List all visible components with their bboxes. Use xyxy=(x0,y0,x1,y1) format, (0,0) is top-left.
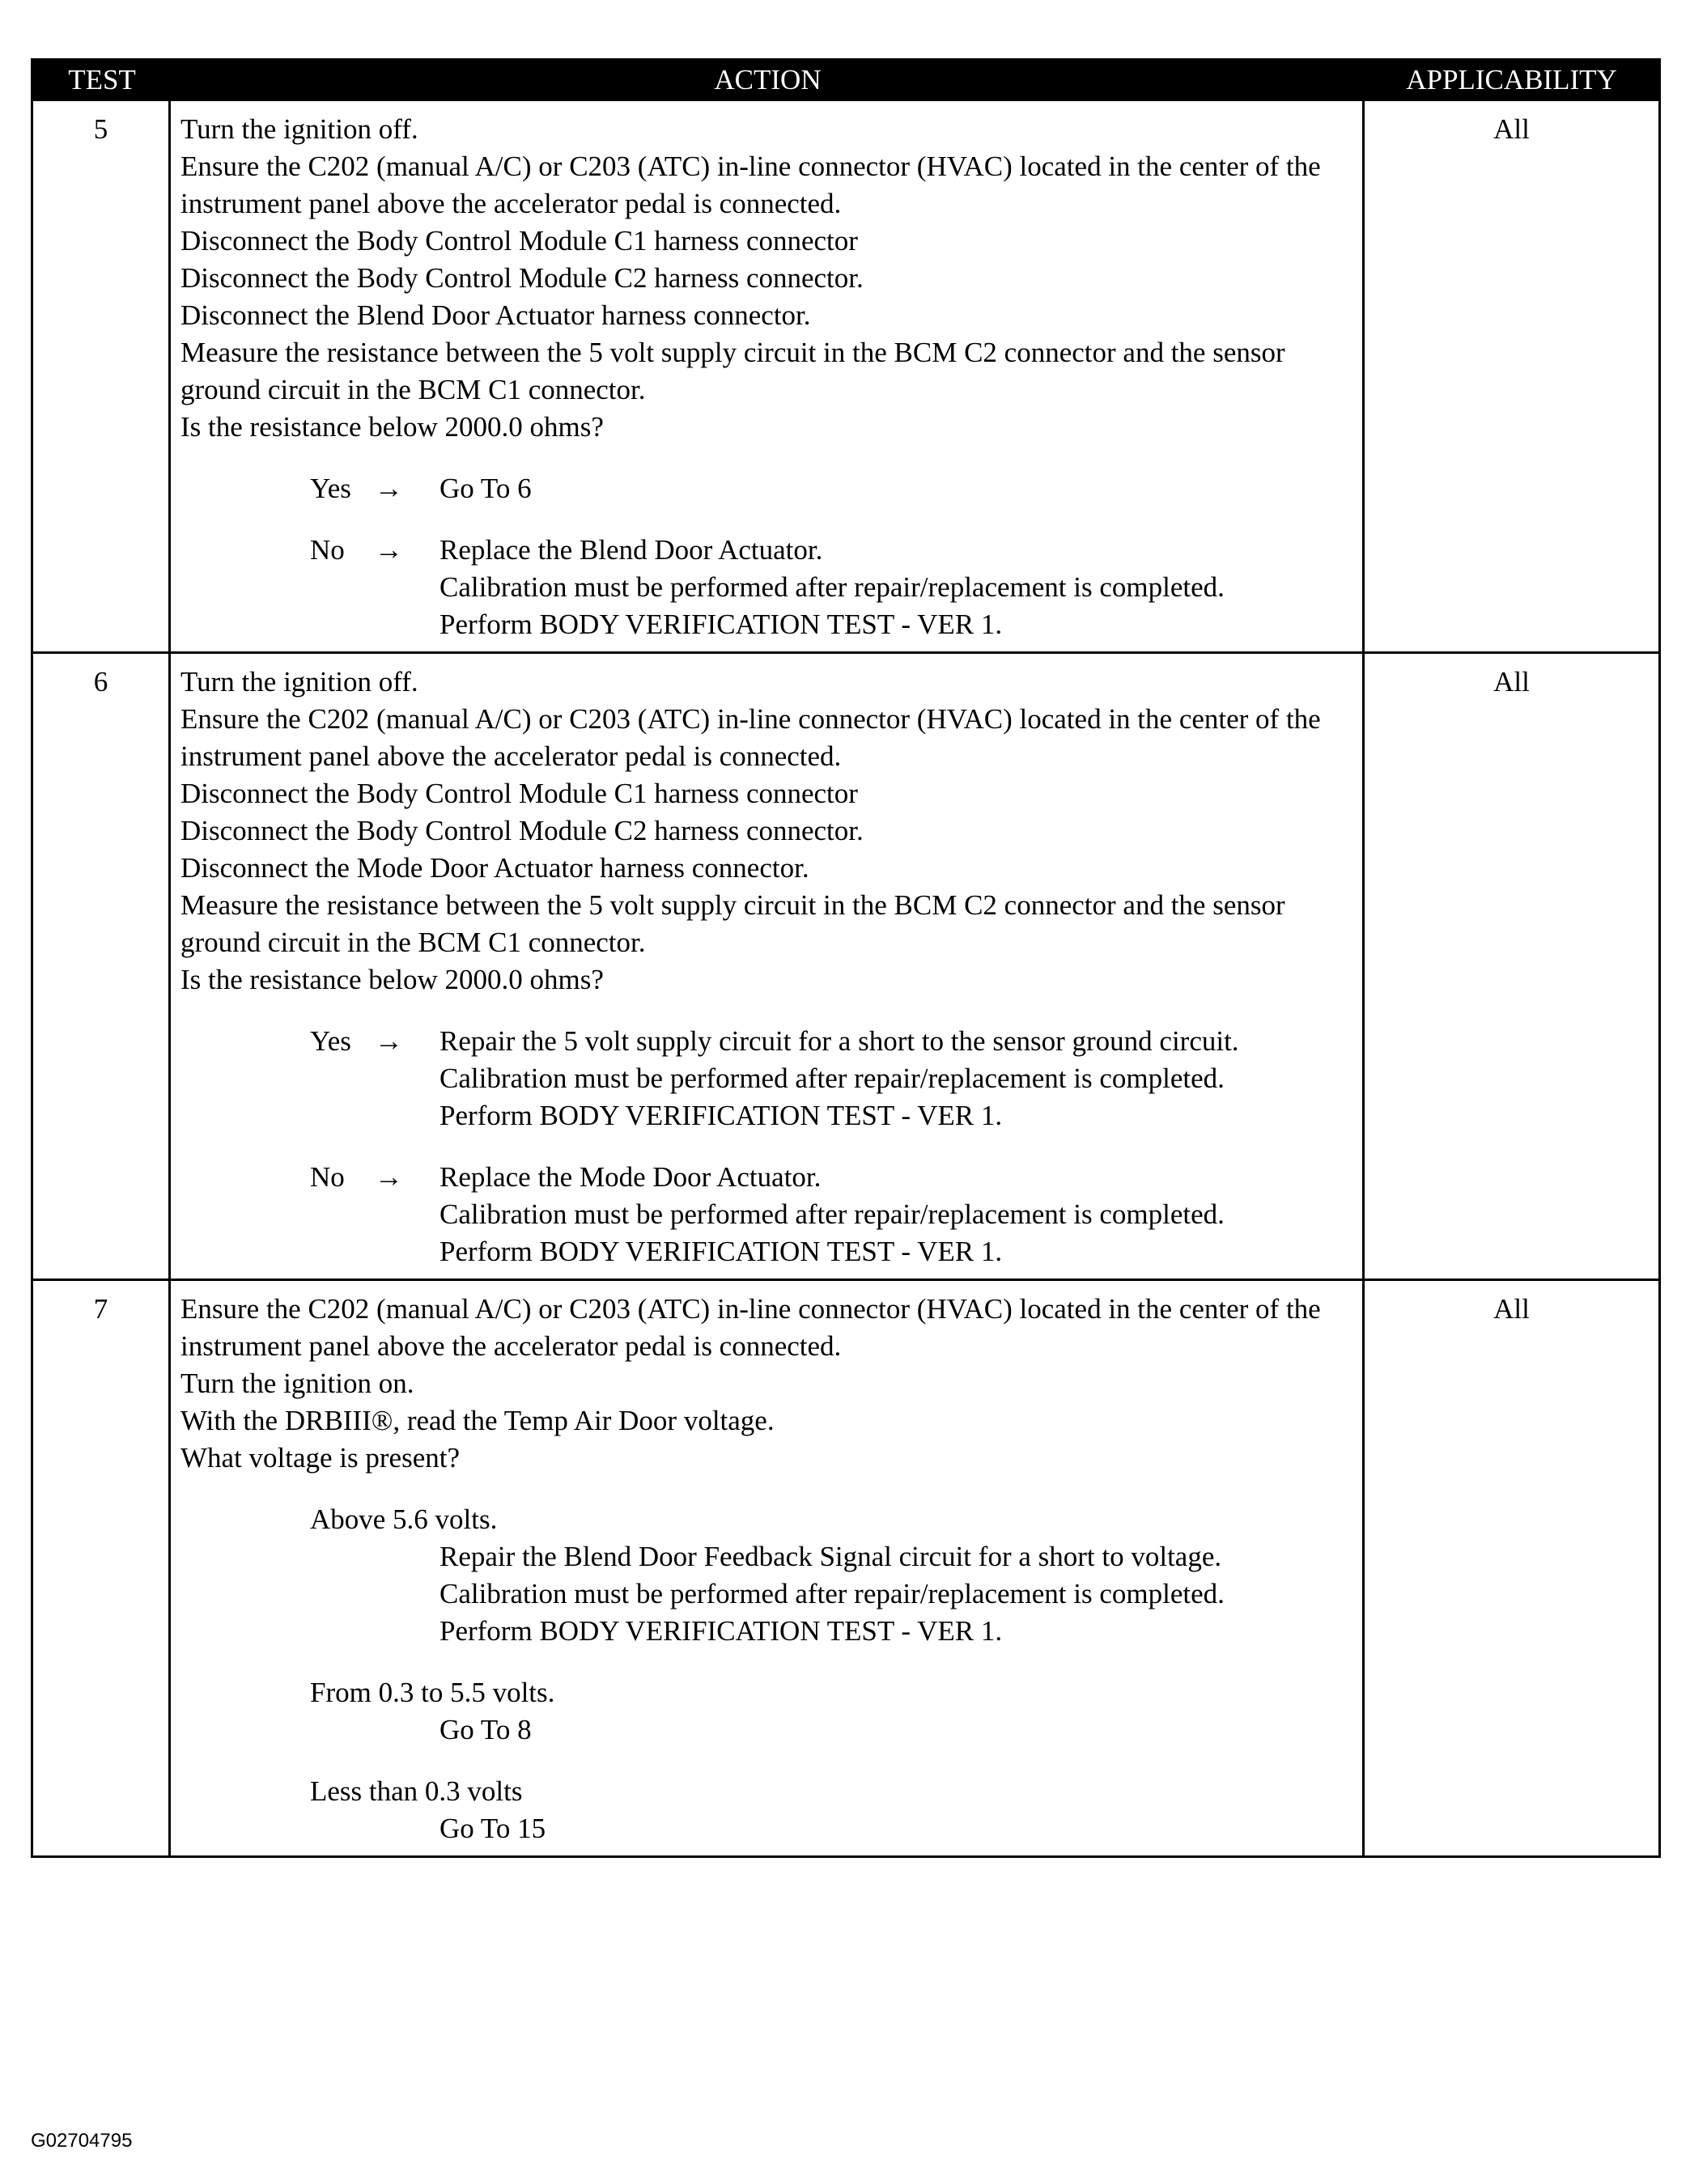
action-cell xyxy=(171,1281,1365,1855)
result-line: Calibration must be performed after repair/replacement is completed. xyxy=(439,1062,1225,1094)
result-line: Perform BODY VERIFICATION TEST - VER 1. xyxy=(439,1100,1003,1131)
action-step: Turn the ignition off. xyxy=(180,113,418,145)
result-line: Calibration must be performed after repair/replacement is completed. xyxy=(439,1198,1225,1230)
action-step: Disconnect the Mode Door Actuator harness connector. xyxy=(180,852,809,884)
result-line: Calibration must be performed after repair/replacement is completed. xyxy=(439,1578,1225,1609)
arrow-icon: → xyxy=(375,1161,403,1193)
no-label: No xyxy=(310,534,345,566)
action-step: Is the resistance below 2000.0 ohms? xyxy=(180,411,604,443)
option-condition: Less than 0.3 volts xyxy=(310,1775,523,1807)
yes-result: Go To 6 xyxy=(439,473,532,504)
action-step: Disconnect the Body Control Module C2 harness connector. xyxy=(180,262,864,294)
option-result xyxy=(439,1538,1352,1650)
header-action: ACTION xyxy=(714,63,822,95)
no-label: No xyxy=(310,1161,345,1193)
action-step: Ensure the C202 (manual A/C) or C203 (ATC) in-line connector (HVAC) located in the center of the instrument panel above the accelerator pedal is connected. xyxy=(180,703,1321,772)
result-line: Perform BODY VERIFICATION TEST - VER 1. xyxy=(439,1236,1003,1267)
action-cell xyxy=(171,654,1365,1279)
test-number: 7 xyxy=(33,1281,171,1855)
test-row-5 xyxy=(33,99,1658,651)
option-condition: From 0.3 to 5.5 volts. xyxy=(310,1677,555,1708)
voltage-option xyxy=(310,1773,1352,1847)
action-step: What voltage is present? xyxy=(180,1442,461,1474)
voltage-option xyxy=(310,1501,1352,1650)
option-condition: Above 5.6 volts. xyxy=(310,1503,498,1535)
result-line: Repair the 5 volt supply circuit for a short to the sensor ground circuit. xyxy=(439,1025,1239,1057)
action-step: Measure the resistance between the 5 volt supply circuit in the BCM C2 connector and the sensor ground circuit in the BCM C1 connector. xyxy=(180,889,1285,958)
action-step: With the DRBIII®, read the Temp Air Door voltage. xyxy=(180,1405,775,1436)
action-step: Turn the ignition off. xyxy=(180,666,418,698)
result-line: Perform BODY VERIFICATION TEST - VER 1. xyxy=(439,1615,1003,1647)
result-line: Replace the Blend Door Actuator. xyxy=(439,534,823,566)
result-line: Go To 8 xyxy=(439,1714,532,1745)
test-number: 6 xyxy=(33,654,171,1279)
result-line: Perform BODY VERIFICATION TEST - VER 1. xyxy=(439,609,1003,640)
arrow-icon: → xyxy=(375,473,403,504)
yes-branch xyxy=(180,1023,1352,1134)
action-step: Disconnect the Body Control Module C2 harness connector. xyxy=(180,815,864,846)
no-branch xyxy=(180,1159,1352,1270)
test-row-6 xyxy=(33,651,1658,1279)
result-line: Replace the Mode Door Actuator. xyxy=(439,1161,822,1193)
result-line: Go To 15 xyxy=(439,1813,546,1844)
action-step: Is the resistance below 2000.0 ohms? xyxy=(180,964,604,995)
yes-label: Yes xyxy=(310,1025,351,1057)
action-step: Ensure the C202 (manual A/C) or C203 (ATC) in-line connector (HVAC) located in the center of the instrument panel above the accelerator pedal is connected. xyxy=(180,151,1321,219)
option-result xyxy=(439,1810,1352,1847)
applicability-cell: All xyxy=(1493,666,1530,698)
action-step: Ensure the C202 (manual A/C) or C203 (ATC) in-line connector (HVAC) located in the center of the instrument panel above the accelerator pedal is connected. xyxy=(180,1293,1321,1362)
action-step: Turn the ignition on. xyxy=(180,1368,414,1399)
action-step: Measure the resistance between the 5 volt supply circuit in the BCM C2 connector and the sensor ground circuit in the BCM C1 connector. xyxy=(180,337,1285,405)
no-result xyxy=(439,532,1352,643)
yes-result xyxy=(439,1023,1352,1134)
action-step: Disconnect the Blend Door Actuator harness connector. xyxy=(180,299,811,331)
applicability-cell: All xyxy=(1493,113,1530,145)
arrow-icon: → xyxy=(375,534,403,566)
result-line: Calibration must be performed after repair/replacement is completed. xyxy=(439,571,1225,603)
no-result xyxy=(439,1159,1352,1270)
action-step: Disconnect the Body Control Module C1 harness connector xyxy=(180,778,858,809)
action-cell xyxy=(171,101,1365,651)
header-test: TEST xyxy=(68,63,136,95)
result-line: Repair the Blend Door Feedback Signal circuit for a short to voltage. xyxy=(439,1541,1222,1572)
header-applicability: APPLICABILITY xyxy=(1406,63,1617,95)
test-row-7 xyxy=(33,1279,1658,1855)
applicability-cell: All xyxy=(1493,1293,1530,1325)
figure-id: G02704795 xyxy=(31,2130,133,2152)
yes-branch xyxy=(180,470,1352,507)
voltage-option xyxy=(310,1674,1352,1749)
table-header xyxy=(33,61,1658,99)
yes-label: Yes xyxy=(310,473,351,504)
diagnostic-test-table xyxy=(31,58,1661,1858)
action-step: Disconnect the Body Control Module C1 harness connector xyxy=(180,225,858,257)
arrow-icon: → xyxy=(375,1025,403,1057)
test-number: 5 xyxy=(33,101,171,651)
option-result xyxy=(439,1711,1352,1749)
no-branch xyxy=(180,532,1352,643)
